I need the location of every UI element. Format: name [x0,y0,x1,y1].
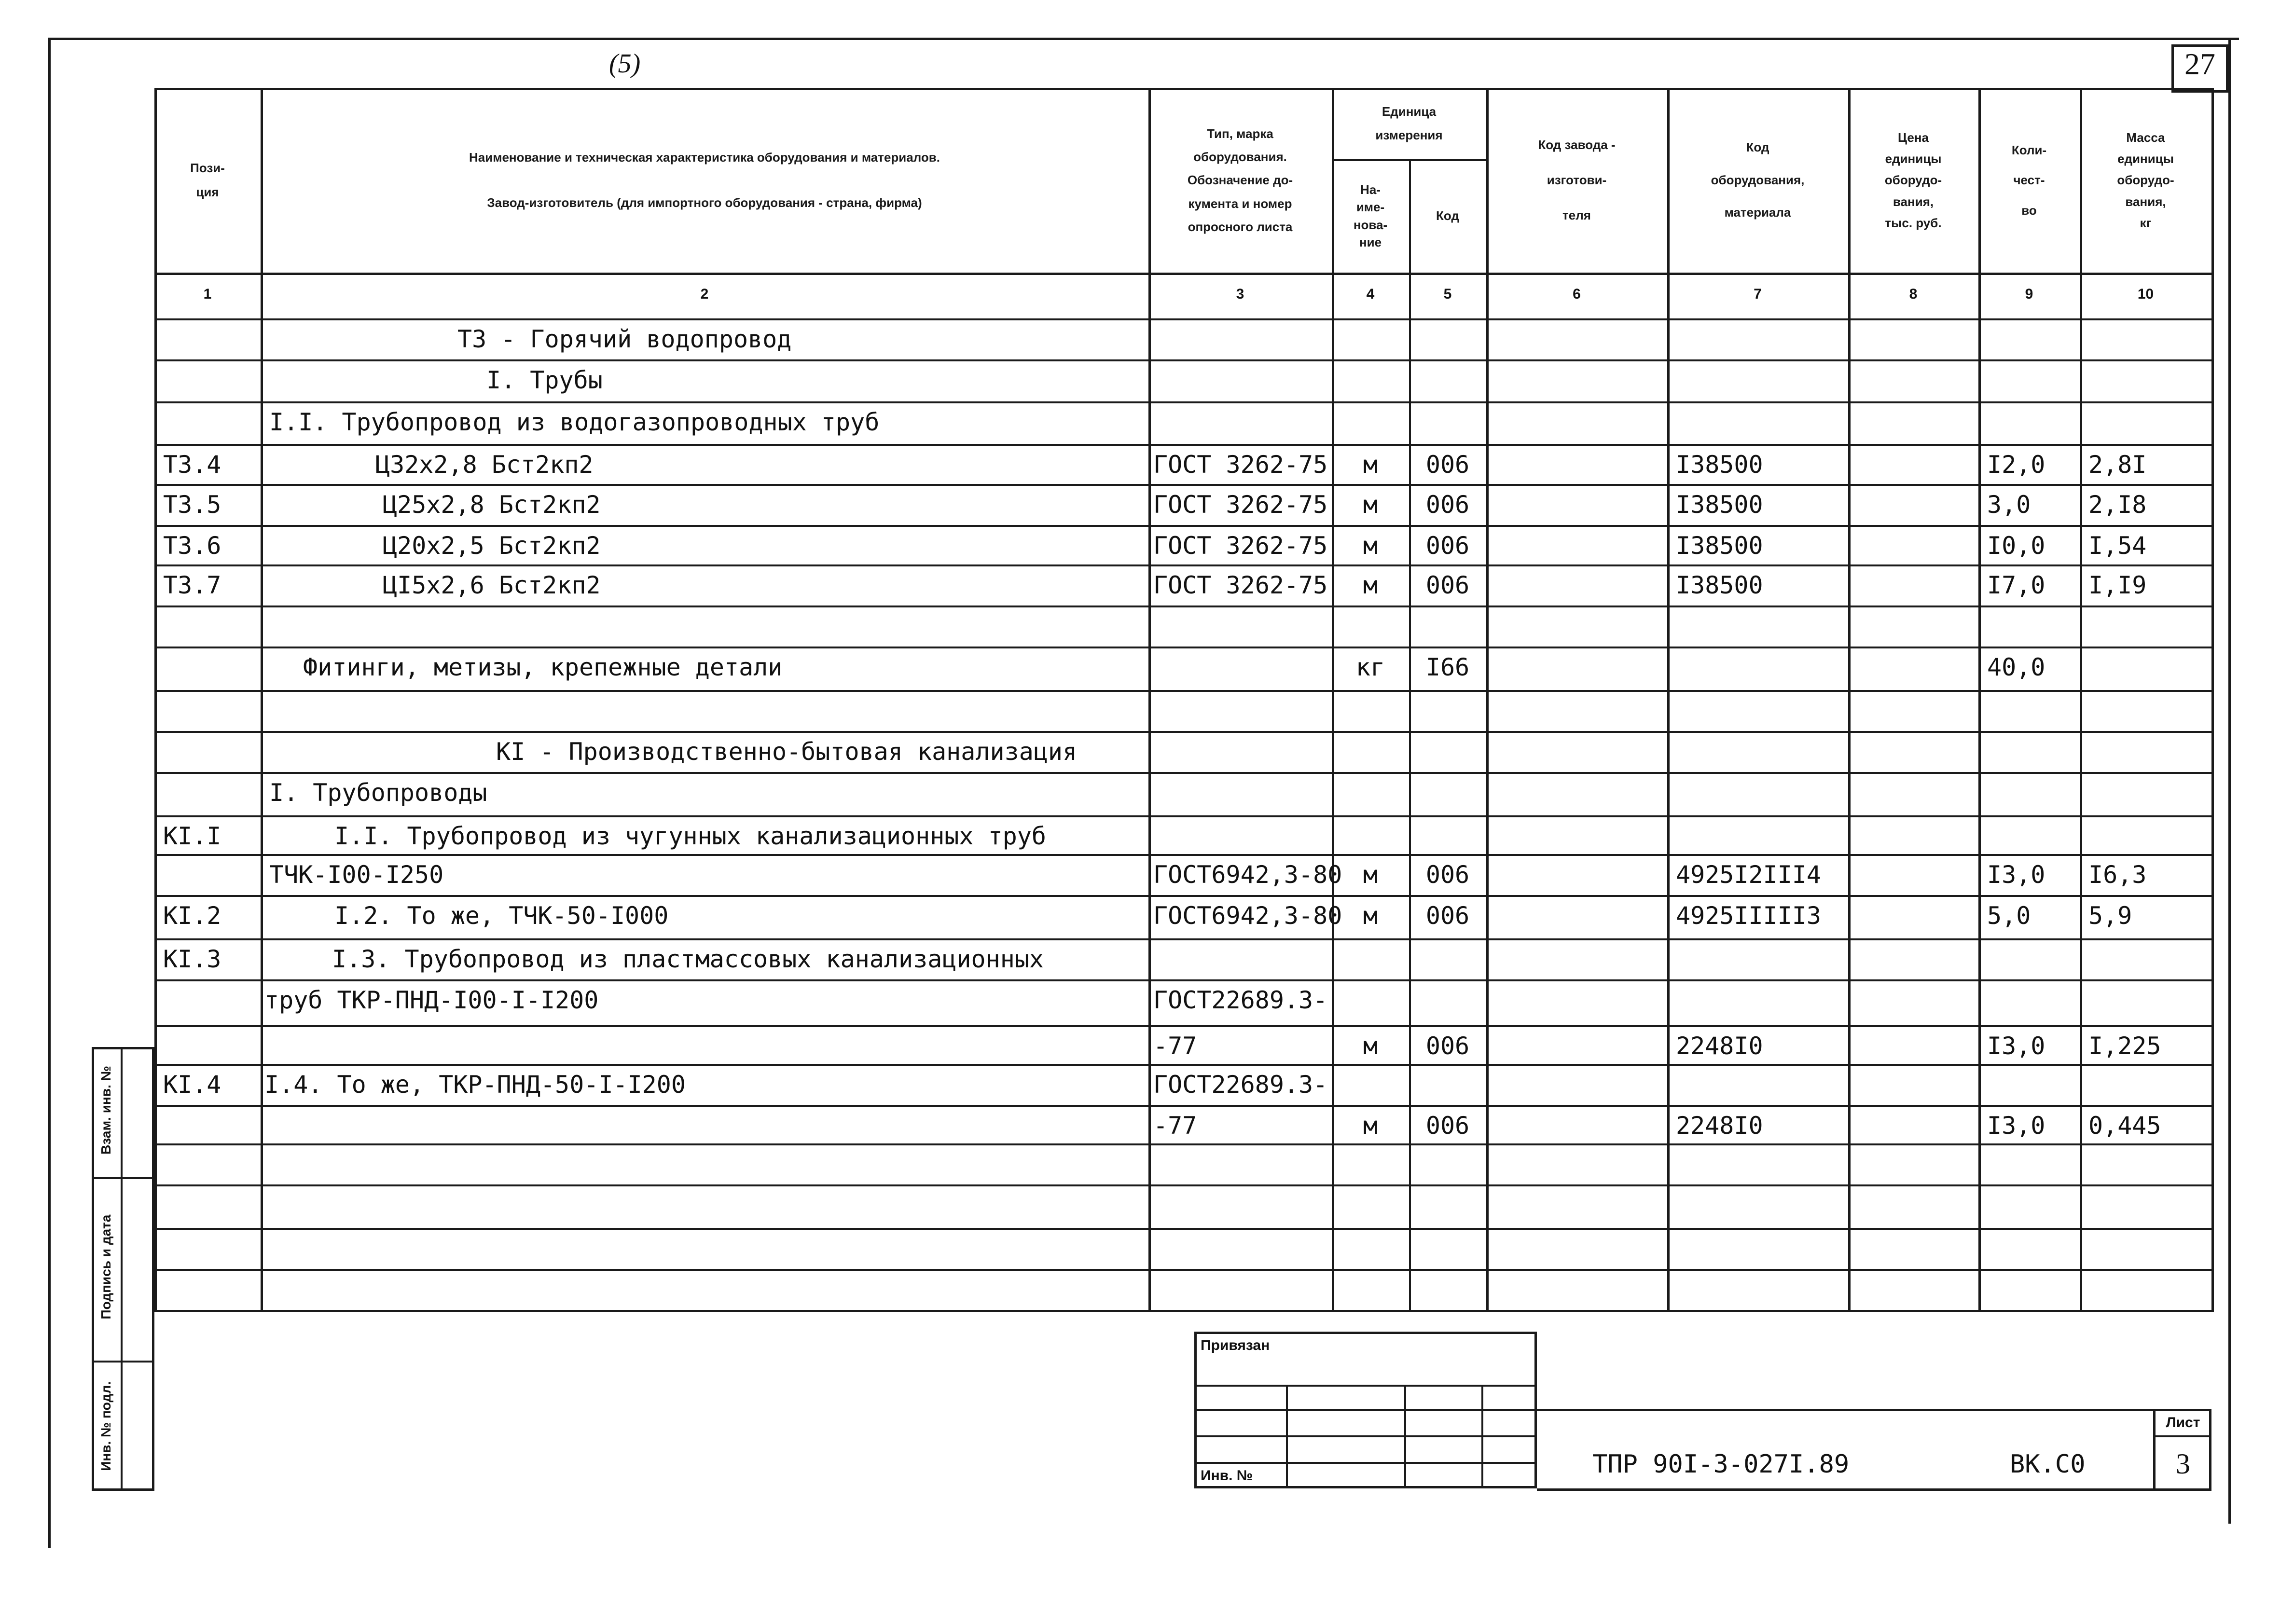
page-marker: (5) [609,49,641,79]
side-label-vzam: Взам. инв. № [98,1066,113,1155]
column-number-6: 6 [1573,286,1581,302]
row-6-c1: ТЗ.7 [163,571,221,599]
row-17-c9: I3,0 [1987,1032,2045,1060]
header-unit-name: На- име- нова- ние [1353,182,1388,249]
row-5-c10: I,54 [2088,532,2147,560]
row-14-c4: м [1363,902,1378,930]
row-16-c2: труб ТКР-ПНД-I00-I-I200 [264,986,599,1014]
sheet-number: 3 [2176,1448,2190,1480]
row-8-c4: кг [1355,653,1385,681]
side-label-inv: Инв. № подл. [98,1381,113,1471]
privyazan-vline3 [1481,1385,1483,1488]
row-3-c7: I38500 [1676,451,1763,479]
row-13-c5: 006 [1425,861,1470,889]
row-15-c1: КI.3 [163,945,221,973]
privyazan-vline2 [1404,1385,1406,1488]
privyazan-line3 [1194,1435,1537,1437]
row-5-c7: I38500 [1676,532,1763,560]
header-mass: Масса единицы оборудо- вания, кг [2117,130,2174,230]
header-unit-code: Код [1436,208,1459,223]
header-position: Пози- ция [190,161,225,199]
row-8-c5: I66 [1425,653,1470,681]
row-14-c9: 5,0 [1987,902,2031,930]
row-14-c7: 4925IIIII3 [1676,902,1822,930]
row-2-c2: I.I. Трубопровод из водогазопроводных труб [269,408,880,436]
sheet-box-right [2209,1409,2211,1491]
row-14-c2: I.2. То же, ТЧК-50-I000 [334,902,669,930]
row-8-c9: 40,0 [1987,653,2045,681]
header-qty: Коли- чест- во [2011,142,2047,218]
column-number-3: 3 [1236,286,1244,302]
row-17-c5: 006 [1425,1032,1470,1060]
row-5-c1: ТЗ.6 [163,532,221,560]
row-18-c1: КI.4 [163,1071,221,1099]
row-17-c3: -77 [1153,1032,1197,1060]
row-5-c2: Ц20х2,5 Бст2кп2 [383,532,601,560]
column-number-9: 9 [2025,286,2033,302]
row-19-c3: -77 [1153,1112,1197,1140]
row-13-c4: м [1363,861,1378,889]
row-6-c9: I7,0 [1987,571,2045,599]
row-15-c2: I.3. Трубопровод из пластмассовых канализационных [332,945,1044,973]
row-5-c5: 006 [1425,532,1470,560]
column-number-5: 5 [1443,286,1452,302]
column-number-7: 7 [1754,286,1762,302]
row-18-c3: ГОСТ22689.3- [1153,1071,1328,1099]
column-number-4: 4 [1366,286,1375,302]
privyazan-line4 [1194,1462,1537,1464]
header-name: Наименование и техническая характеристика оборудования и материалов. Завод-изготовитель (для импортного оборудования - страна, фирма) [469,150,940,210]
row-6-c10: I,I9 [2088,571,2147,599]
row-12-c1: КI.I [163,822,221,850]
header-unit: Единица измерения [1375,104,1443,142]
row-4-c2: Ц25х2,8 Бст2кп2 [383,491,601,519]
row-4-c4: м [1363,491,1378,519]
row-4-c5: 006 [1425,491,1470,519]
row-4-c3: ГОСТ 3262-75 [1153,491,1328,519]
stamp-bottom-line [1537,1488,2211,1491]
row-13-c2: ТЧК-I00-I250 [269,861,444,889]
row-10-c2: КI - Производственно-бытовая канализация [496,738,1078,766]
row-17-c7: 2248I0 [1676,1032,1763,1060]
header-equip-code: Код оборудования, материала [1711,140,1805,220]
row-12-c2: I.I. Трубопровод из чугунных канализационных труб [334,822,1047,850]
row-19-c10: 0,445 [2088,1112,2161,1140]
row-19-c5: 006 [1425,1112,1470,1140]
column-number-10: 10 [2137,286,2154,302]
row-0-c2: ТЗ - Горячий водопровод [457,325,792,353]
row-3-c3: ГОСТ 3262-75 [1153,451,1328,479]
row-6-c2: ЦI5х2,6 Бст2кп2 [383,571,601,599]
header-maker-code: Код завода - изготови- теля [1538,138,1616,222]
row-5-c4: м [1363,532,1378,560]
header-price: Цена единицы оборудо- вания, тыс. руб. [1884,130,1942,230]
sheet-box-left [2153,1409,2156,1491]
privyazan-vline1 [1286,1385,1288,1488]
doc-mark: ВК.С0 [2010,1450,2086,1479]
column-number-8: 8 [1909,286,1918,302]
sheet-label: Лист [2166,1415,2200,1431]
row-14-c10: 5,9 [2088,902,2132,930]
row-4-c10: 2,I8 [2088,491,2147,519]
row-8-c2: Фитинги, метизы, крепежные детали [303,653,783,681]
privyazan-label: Привязан [1201,1337,1270,1353]
row-18-c2: I.4. То же, ТКР-ПНД-50-I-I200 [264,1071,686,1099]
row-19-c7: 2248I0 [1676,1112,1763,1140]
page-number: 27 [2184,47,2215,81]
row-14-c3: ГОСТ6942,3-80 [1153,902,1342,930]
row-4-c1: ТЗ.5 [163,491,221,519]
row-13-c3: ГОСТ6942,3-80 [1153,861,1342,889]
row-19-c9: I3,0 [1987,1112,2045,1140]
row-5-c3: ГОСТ 3262-75 [1153,532,1328,560]
header-type: Тип, марка оборудования. Обозначение до- кумента и номер опросного листа [1187,126,1293,234]
row-19-c4: м [1363,1112,1378,1140]
row-13-c9: I3,0 [1987,861,2045,889]
privyazan-line2 [1194,1409,1537,1411]
side-label-podpis: Подпись и дата [98,1214,113,1320]
row-3-c1: ТЗ.4 [163,451,221,479]
doc-code: ТПР 90I-3-027I.89 [1592,1450,1850,1479]
row-13-c10: I6,3 [2088,861,2147,889]
row-16-c3: ГОСТ22689.3- [1153,986,1328,1014]
row-13-c7: 4925I2III4 [1676,861,1822,889]
row-14-c1: КI.2 [163,902,221,930]
row-14-c5: 006 [1425,902,1470,930]
inv-no-label: Инв. № [1201,1468,1253,1484]
row-3-c9: I2,0 [1987,451,2045,479]
row-6-c7: I38500 [1676,571,1763,599]
column-number-2: 2 [700,286,709,302]
row-6-c4: м [1363,571,1378,599]
row-3-c2: Ц32х2,8 Бст2кп2 [375,451,594,479]
row-11-c2: I. Трубопроводы [269,779,487,807]
row-3-c5: 006 [1425,451,1470,479]
row-17-c10: I,225 [2088,1032,2161,1060]
sheet-box-divider [2153,1435,2211,1437]
column-number-1: 1 [203,286,212,302]
row-6-c3: ГОСТ 3262-75 [1153,571,1328,599]
row-1-c2: I. Трубы [486,366,603,394]
row-3-c10: 2,8I [2088,451,2147,479]
row-5-c9: I0,0 [1987,532,2045,560]
row-3-c4: м [1363,451,1378,479]
stamp-top-line [1537,1409,2211,1411]
row-4-c9: 3,0 [1987,491,2031,519]
privyazan-line1 [1194,1385,1537,1387]
row-17-c4: м [1363,1032,1378,1060]
row-6-c5: 006 [1425,571,1470,599]
row-4-c7: I38500 [1676,491,1763,519]
